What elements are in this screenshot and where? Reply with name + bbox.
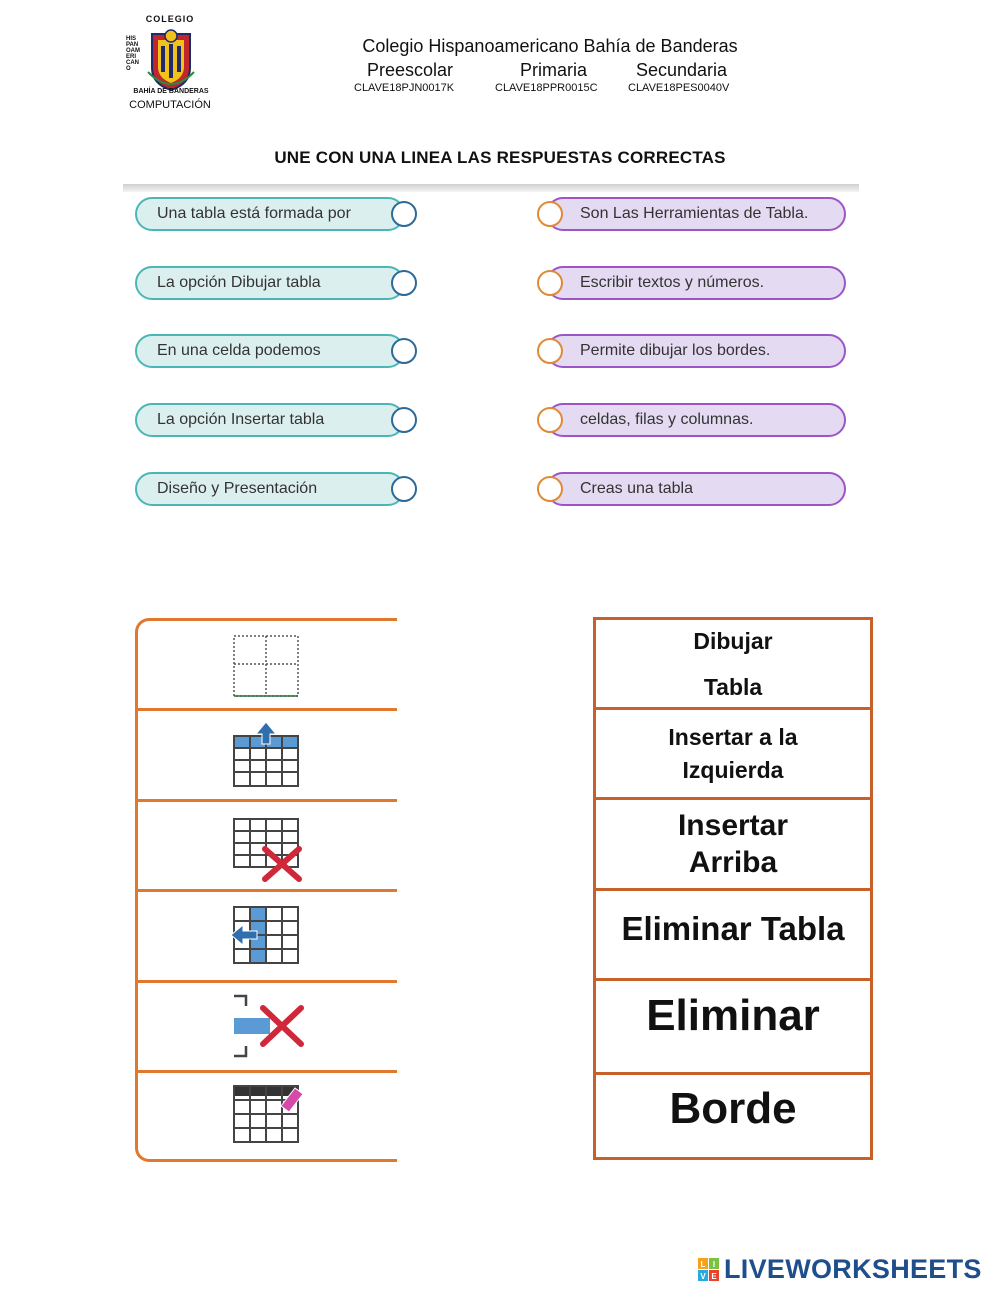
left-connector-3[interactable] bbox=[391, 338, 417, 364]
right-item-4: celdas, filas y columnas. bbox=[546, 403, 846, 437]
left-item-2: La opción Dibujar tabla bbox=[135, 266, 405, 300]
left-connector-1[interactable] bbox=[391, 201, 417, 227]
logo-letter: I bbox=[712, 1260, 716, 1269]
right-item-2: Escribir textos y números. bbox=[546, 266, 846, 300]
level-primaria: Primaria bbox=[520, 60, 588, 80]
word-dibujar-tabla[interactable] bbox=[596, 620, 870, 707]
logo-letter: E bbox=[711, 1272, 717, 1281]
logo-bottom-text: BAHÍA DE BANDERAS bbox=[133, 88, 209, 95]
level-preescolar: Preescolar bbox=[367, 60, 454, 80]
right-connector-5[interactable] bbox=[537, 476, 563, 502]
left-item-1: Una tabla está formada por bbox=[135, 197, 405, 231]
word-borde[interactable]: Borde bbox=[669, 1084, 797, 1133]
word-insertar-izquierda[interactable] bbox=[596, 710, 870, 797]
panel-top-shadow bbox=[123, 184, 859, 192]
word-line: Dibujar bbox=[693, 627, 773, 654]
logo-subject-text: COMPUTACIÓN bbox=[129, 99, 211, 111]
right-item-1: Son Las Herramientas de Tabla. bbox=[546, 197, 846, 231]
logo-side-text: HISPANOAMERICANO bbox=[126, 36, 140, 72]
right-connector-1[interactable] bbox=[537, 201, 563, 227]
insert-left-icon[interactable] bbox=[135, 895, 397, 986]
left-item-4: La opción Insertar tabla bbox=[135, 403, 405, 437]
left-connector-2[interactable] bbox=[391, 270, 417, 296]
right-connector-3[interactable] bbox=[537, 338, 563, 364]
logo-letter: L bbox=[700, 1260, 706, 1269]
clave-preescolar: CLAVE18PJN0017K bbox=[354, 82, 455, 94]
clave-secundaria: CLAVE18PES0040V bbox=[628, 82, 730, 94]
left-item-3: En una celda podemos bbox=[135, 334, 405, 368]
word-insertar-arriba[interactable] bbox=[596, 800, 870, 888]
left-item-5: Diseño y Presentación bbox=[135, 472, 405, 506]
liveworksheets-logo-icon bbox=[698, 1258, 720, 1282]
level-secundaria: Secundaria bbox=[636, 60, 728, 80]
right-connector-4[interactable] bbox=[537, 407, 563, 433]
word-line: Insertar a la bbox=[668, 723, 798, 750]
insert-above-icon[interactable] bbox=[135, 714, 397, 805]
word-line: Tabla bbox=[703, 673, 763, 700]
word-eliminar-tabla[interactable]: Eliminar Tabla bbox=[621, 909, 845, 947]
logo-top-text: COLEGIO bbox=[145, 14, 195, 24]
draw-border-icon[interactable] bbox=[135, 1076, 397, 1167]
right-connector-2[interactable] bbox=[537, 270, 563, 296]
word-line: Arriba bbox=[688, 846, 778, 879]
word-eliminar[interactable]: Eliminar bbox=[646, 991, 820, 1040]
word-line: Izquierda bbox=[682, 756, 784, 783]
liveworksheets-brand: LIVEWORKSHEETS bbox=[724, 1254, 982, 1284]
word-line: Insertar bbox=[677, 809, 789, 842]
left-connector-4[interactable] bbox=[391, 407, 417, 433]
school-name: Colegio Hispanoamericano Bahía de Banderas bbox=[362, 36, 738, 56]
instruction-title: UNE CON UNA LINEA LAS RESPUESTAS CORRECTAS bbox=[274, 148, 726, 167]
table-grid-dotted-icon[interactable] bbox=[135, 624, 397, 715]
delete-table-icon[interactable] bbox=[135, 805, 397, 896]
delete-icon[interactable] bbox=[135, 986, 397, 1077]
logo-letter: V bbox=[700, 1272, 706, 1281]
clave-primaria: CLAVE18PPR0015C bbox=[495, 82, 598, 94]
left-connector-5[interactable] bbox=[391, 476, 417, 502]
right-item-3: Permite dibujar los bordes. bbox=[546, 334, 846, 368]
right-item-5: Creas una tabla bbox=[546, 472, 846, 506]
